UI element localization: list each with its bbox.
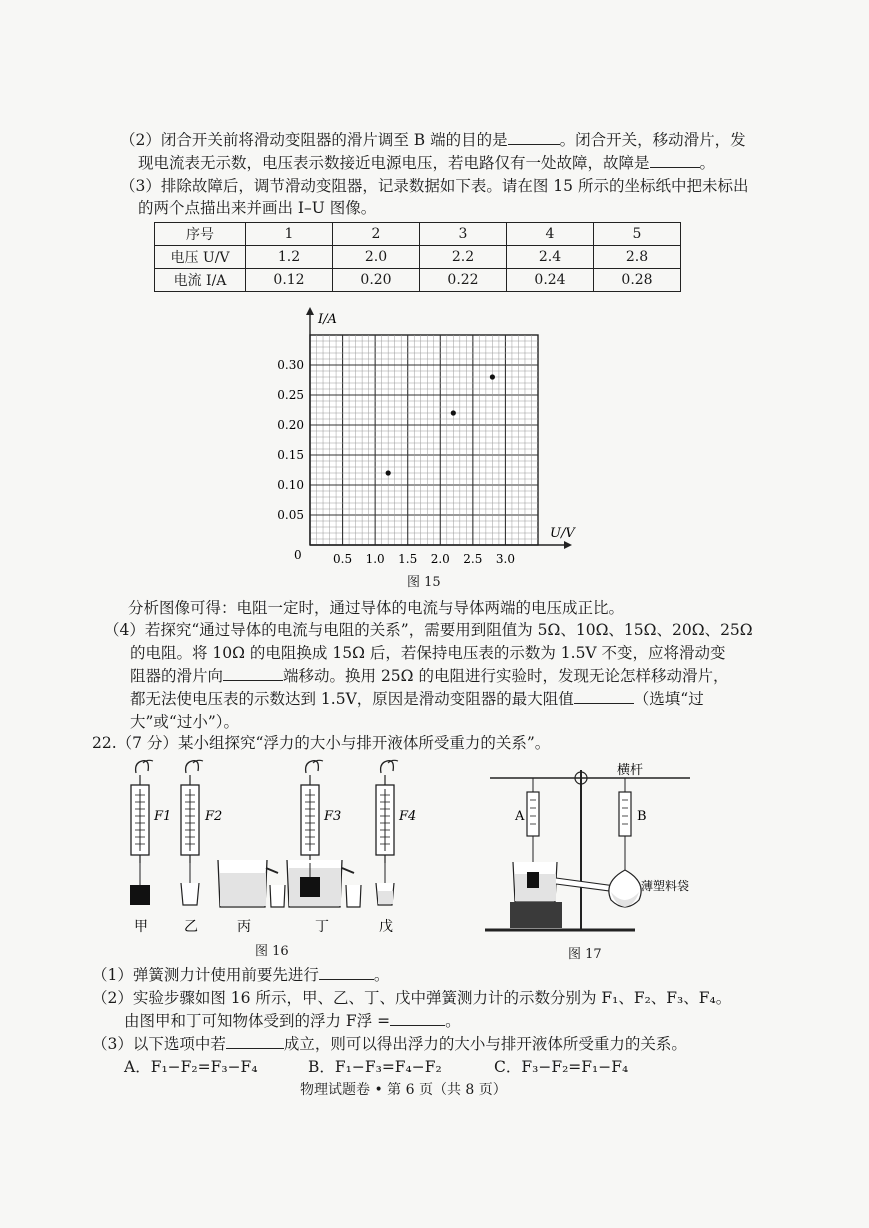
analysis-text: 分析图像可得：电阻一定时，通过导体的电流与导体两端的电压成正比。 xyxy=(128,599,625,617)
x-tick-label: 3.0 xyxy=(495,552,515,566)
data-point xyxy=(490,374,495,379)
text: （选填“过 xyxy=(633,690,704,708)
meter-a xyxy=(527,792,539,836)
q22-step1 xyxy=(92,965,389,985)
text: 阻器的滑片向 xyxy=(130,667,224,685)
meter-jia xyxy=(131,760,153,863)
figure-17-caption: 图 17 xyxy=(568,947,602,962)
force-label: F1 xyxy=(154,809,172,824)
q22-step2-line1: （2）实验步骤如图 16 所示，甲、乙、丁、戊中弹簧测力计的示数分别为 F₁、F₂、F₃、F₄。 xyxy=(92,989,732,1007)
q22-title: 22.（7 分）某小组探究“浮力的大小与排开液体所受重力的关系”。 xyxy=(92,734,551,752)
table-cell: 0.20 xyxy=(333,269,420,292)
q21-part4-line2: 的电阻。将 10Ω 的电阻换成 15Ω 后，若保持电压表的示数为 1.5V 不变，应将滑动变 xyxy=(130,644,726,662)
table-cell: 4 xyxy=(507,223,594,246)
x-tick-label: 0.5 xyxy=(333,552,353,566)
text: 成立，则可以得出浮力的大小与排开液体所受重力的关系。 xyxy=(283,1035,687,1053)
q21-part3-line2: 的两个点描出来并画出 I–U 图像。 xyxy=(138,199,377,217)
option-a[interactable]: A．F₁−F₂=F₃−F₄ xyxy=(124,1058,258,1076)
meter-ding xyxy=(301,760,323,863)
table-cell: 5 xyxy=(594,223,681,246)
y-tick-label: 0.25 xyxy=(277,388,304,402)
table-row-label: 序号 xyxy=(155,223,246,246)
figure-17-diagram xyxy=(485,762,700,942)
table-row xyxy=(155,269,681,292)
text: （2）闭合开关前将滑动变阻器的滑片调至 B 端的目的是 xyxy=(120,131,508,149)
table-row xyxy=(155,223,681,246)
x-tick-label: 1.5 xyxy=(398,552,418,566)
table-cell: 2.4 xyxy=(507,246,594,269)
data-point xyxy=(386,470,391,475)
meter-wu xyxy=(376,760,398,863)
y-tick-label: 0.20 xyxy=(277,418,304,432)
table-cell: 0.22 xyxy=(420,269,507,292)
answer-blank[interactable] xyxy=(223,666,283,681)
answer-blank[interactable] xyxy=(319,965,374,980)
label-a: A xyxy=(515,809,525,824)
y-tick-label: 0.30 xyxy=(277,358,304,372)
grid-frame xyxy=(310,335,538,545)
answer-blank[interactable] xyxy=(226,1034,284,1049)
answer-blank[interactable] xyxy=(574,689,634,704)
table-cell: 2.8 xyxy=(594,246,681,269)
x-tick-label: 1.0 xyxy=(365,552,385,566)
table-row-label: 电压 U/V xyxy=(155,246,246,269)
data-table xyxy=(154,222,681,292)
label-jia: 甲 xyxy=(134,919,148,935)
answer-blank[interactable] xyxy=(390,1011,445,1026)
table-cell: 2.0 xyxy=(333,246,420,269)
y-tick-label: 0.10 xyxy=(277,478,304,492)
q22-step2-line2 xyxy=(124,1011,461,1031)
page-footer: 物理试题卷 • 第 6 页（共 8 页） xyxy=(300,1082,507,1098)
table-cell: 2 xyxy=(333,223,420,246)
force-label: F4 xyxy=(399,809,417,824)
figure-16-diagram xyxy=(110,755,430,940)
table-row xyxy=(155,246,681,269)
small-cup xyxy=(181,883,199,905)
origin-label: 0 xyxy=(294,548,302,562)
figure-15-chart xyxy=(270,305,590,570)
text: 。 xyxy=(699,154,716,172)
y-tick-label: 0.15 xyxy=(277,448,304,462)
answer-blank[interactable] xyxy=(650,153,700,168)
overflow-tube xyxy=(556,878,617,892)
x-axis-arrow xyxy=(564,541,572,549)
table-cell: 3 xyxy=(420,223,507,246)
x-axis-label: U/V xyxy=(550,526,575,541)
table-cell: 2.2 xyxy=(420,246,507,269)
text: 端移动。换用 25Ω 的电阻进行实验时，发现无论怎样移动滑片， xyxy=(283,667,729,685)
table-cell: 0.24 xyxy=(507,269,594,292)
solid-block xyxy=(130,885,150,905)
force-label: F2 xyxy=(205,809,223,824)
x-tick-label: 2.5 xyxy=(463,552,483,566)
label-wu: 戊 xyxy=(379,919,393,935)
table-cell: 1.2 xyxy=(246,246,333,269)
q21-part4-line5: 大”或“过小”）。 xyxy=(130,713,240,731)
bag-label: 薄塑料袋 xyxy=(641,879,690,893)
table-cell: 0.28 xyxy=(594,269,681,292)
text: 。 xyxy=(373,966,390,984)
q21-part4-line1: （4）若探究“通过导体的电流与电阻的关系”，需要用到阻值为 5Ω、10Ω、15Ω、20Ω、25Ω xyxy=(104,621,753,639)
y-axis-arrow xyxy=(306,307,314,315)
crossbar-label: 横杆 xyxy=(617,763,644,778)
q22-step3 xyxy=(92,1034,687,1054)
q21-part4-line3 xyxy=(130,666,728,686)
answer-blank[interactable] xyxy=(508,130,560,145)
text: 现电流表无示数，电压表示数接近电源电压，若电路仅有一处故障，故障是 xyxy=(138,154,650,172)
support-block xyxy=(510,902,562,928)
q21-part4-line4 xyxy=(130,689,704,709)
text: 。闭合开关，移动滑片，发 xyxy=(559,131,746,149)
label-yi: 乙 xyxy=(184,919,198,935)
q21-part2-line1 xyxy=(120,130,746,150)
meter-b xyxy=(619,792,631,836)
table-cell: 1 xyxy=(246,223,333,246)
x-tick-label: 2.0 xyxy=(430,552,450,566)
data-point xyxy=(451,410,456,415)
text: （3）以下选项中若 xyxy=(92,1035,226,1053)
table-cell: 0.12 xyxy=(246,269,333,292)
force-label: F3 xyxy=(324,809,342,824)
text: 都无法使电压表的示数达到 1.5V，原因是滑动变阻器的最大阻值 xyxy=(130,690,574,708)
label-bing: 丙 xyxy=(237,919,251,935)
text: （1）弹簧测力计使用前要先进行 xyxy=(92,966,319,984)
option-c[interactable]: C．F₃−F₂=F₁−F₄ xyxy=(494,1058,629,1076)
q21-part3-line1: （3）排除故障后，调节滑动变阻器，记录数据如下表。请在图 15 所示的坐标纸中把未标出 xyxy=(120,177,749,195)
label-ding: 丁 xyxy=(315,919,329,935)
text: 。 xyxy=(445,1012,461,1030)
option-b[interactable]: B．F₁−F₃=F₄−F₂ xyxy=(308,1058,442,1076)
table-row-label: 电流 I/A xyxy=(155,269,246,292)
text: 由图甲和丁可知物体受到的浮力 F浮 = xyxy=(124,1012,391,1030)
y-axis-label: I/A xyxy=(318,312,337,327)
figure-15-caption: 图 15 xyxy=(407,575,441,590)
q21-part2-line2 xyxy=(138,153,715,173)
label-b: B xyxy=(637,809,647,824)
meter-yi xyxy=(181,760,203,863)
y-tick-label: 0.05 xyxy=(277,508,304,522)
figure-16-caption: 图 16 xyxy=(255,944,289,959)
